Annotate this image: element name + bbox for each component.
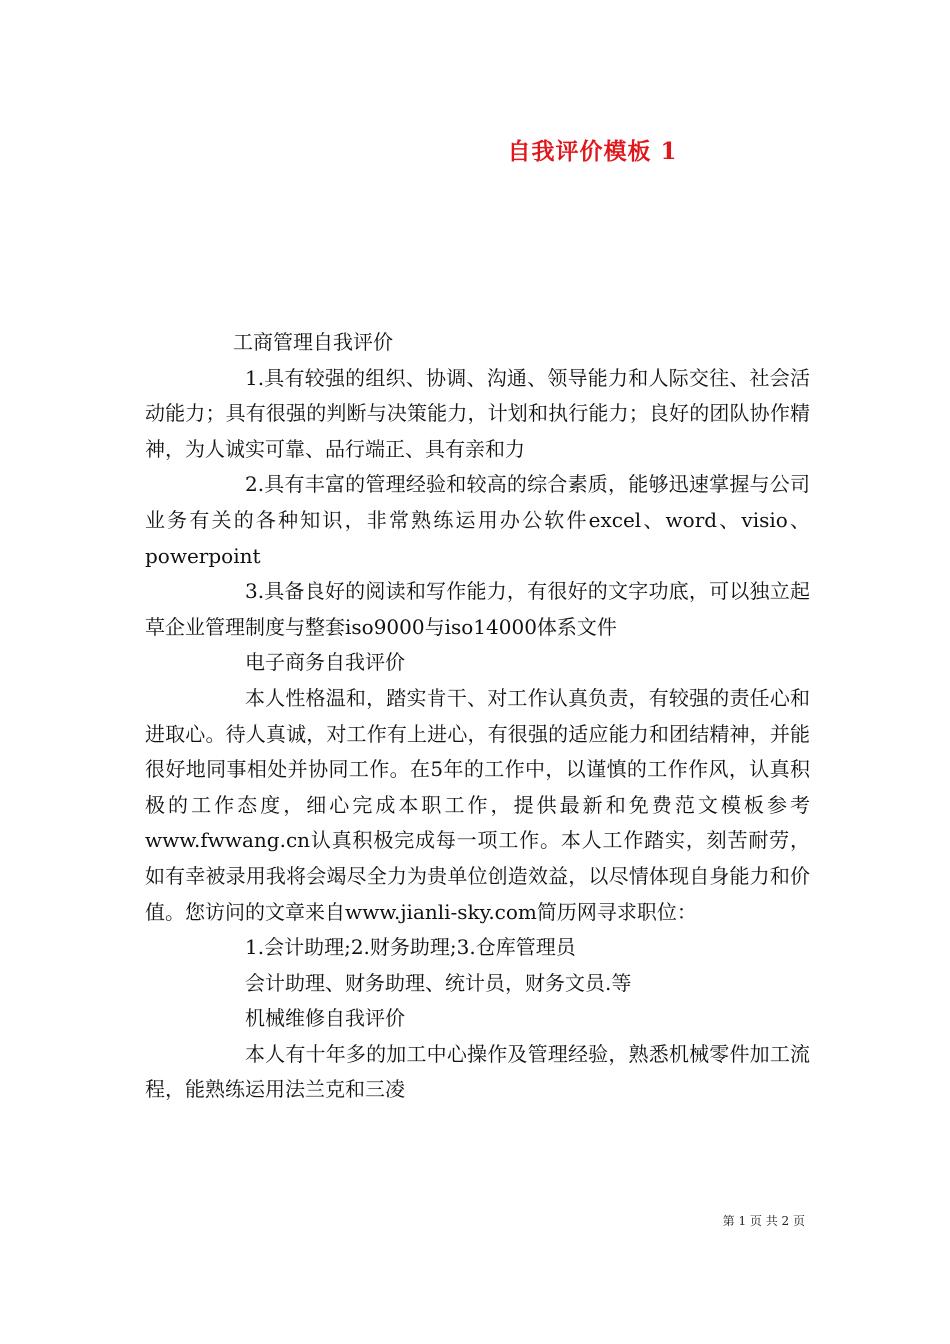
paragraph-job-titles: 会计助理、财务助理、统计员，财务文员.等 bbox=[245, 970, 632, 995]
document-body bbox=[145, 325, 810, 1108]
paragraph-ecommerce-body: 本人性格温和，踏实肯干、对工作认真负责，有较强的责任心和进取心。待人真诚，对工作有上进心，有很强的适应能力和团结精神，并能很好地同事相处并协同工作。在5年的工作中，以谨慎的工作作风，认真积极的工作态度，细心完成本职工作，提供最新和免费范文模板参考www.fwwang.cn认真积极完成每一项工作。本人工作踏实，刻苦耐劳，如有幸被录用我将会竭尽全力为贵单位创造效益，以尽情体现自身能力和价值。您访问的文章来自www.jianli-sky.com简历网寻求职位： bbox=[145, 685, 810, 924]
paragraph-item-1: 1.具有较强的组织、协调、沟通、领导能力和人际交往、社会活动能力；具有很强的判断与决策能力，计划和执行能力；良好的团队协作精神，为人诚实可靠、品行端正、具有亲和力 bbox=[145, 365, 810, 461]
paragraph-item-3: 3.具备良好的阅读和写作能力，有很好的文字功底，可以独立起草企业管理制度与整套iso9000与iso14000体系文件 bbox=[145, 579, 810, 639]
section-heading-mechanical: 机械维修自我评价 bbox=[245, 1006, 405, 1031]
page-number-footer: 第 1 页 共 2 页 bbox=[722, 1214, 805, 1228]
paragraph-job-list: 1.会计助理;2.财务助理;3.仓库管理员 bbox=[245, 935, 576, 960]
document-title: 自我评价模板 1 bbox=[507, 138, 678, 165]
section-heading-ecommerce: 电子商务自我评价 bbox=[245, 650, 405, 675]
paragraph-item-2: 2.具有丰富的管理经验和较高的综合素质，能够迅速掌握与公司业务有关的各种知识，非常熟练运用办公软件excel、word、visio、powerpoint bbox=[145, 472, 810, 568]
paragraph-mechanical-body: 本人有十年多的加工中心操作及管理经验，熟悉机械零件加工流程，能熟练运用法兰克和三凌 bbox=[145, 1041, 810, 1102]
section-heading-business-admin: 工商管理自我评价 bbox=[233, 330, 393, 354]
